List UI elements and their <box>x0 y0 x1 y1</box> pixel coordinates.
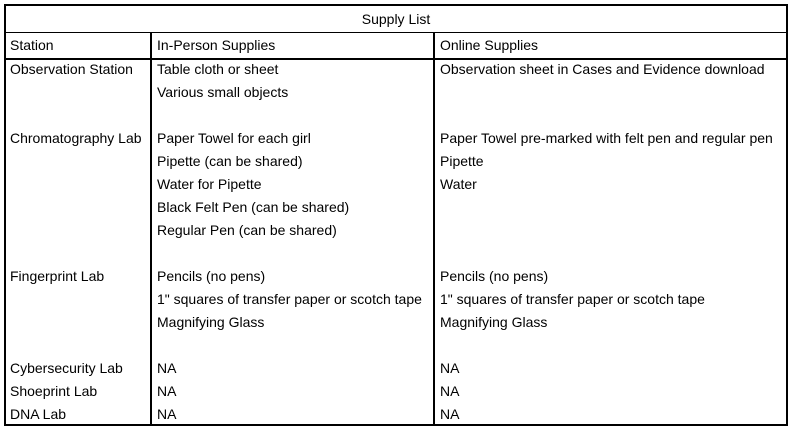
station-name: Chromatography Lab <box>10 130 142 146</box>
table-title: Supply List <box>6 6 786 33</box>
online-supplies <box>440 380 459 403</box>
in-person-supplies <box>157 127 349 242</box>
supply-item: Paper Towel pre-marked with felt pen and regular pen <box>440 130 773 146</box>
supply-item: 1" squares of transfer paper or scotch tape <box>440 291 705 307</box>
station-name: Shoeprint Lab <box>10 383 98 399</box>
header-in-person-supplies: In-Person Supplies <box>157 37 276 53</box>
supply-item: NA <box>157 360 177 376</box>
station-name: Cybersecurity Lab <box>10 360 123 376</box>
supply-item: NA <box>157 406 177 422</box>
online-supplies <box>440 403 459 426</box>
supply-item: Water for Pipette <box>157 176 262 192</box>
supply-item: Table cloth or sheet <box>157 61 279 77</box>
supply-item: NA <box>440 360 460 376</box>
supply-item: Black Felt Pen (can be shared) <box>157 199 350 215</box>
online-supplies <box>440 265 705 334</box>
station-name: Fingerprint Lab <box>10 268 105 284</box>
online-supplies <box>440 58 765 81</box>
supply-item: NA <box>440 383 460 399</box>
supply-item: 1" squares of transfer paper or scotch tape <box>157 291 422 307</box>
supply-item: Various small objects <box>157 84 289 100</box>
column-divider <box>433 33 435 424</box>
online-supplies <box>440 127 773 196</box>
header-station: Station <box>10 37 54 53</box>
column-divider <box>150 33 152 424</box>
table-header-row <box>6 33 786 60</box>
supply-item: Magnifying Glass <box>440 314 548 330</box>
in-person-supplies <box>157 380 176 403</box>
supply-item: Magnifying Glass <box>157 314 265 330</box>
in-person-supplies <box>157 265 422 334</box>
supply-item: Paper Towel for each girl <box>157 130 311 146</box>
supply-item: Water <box>440 176 477 192</box>
supply-item: Pipette <box>440 153 484 169</box>
in-person-supplies <box>157 403 176 426</box>
supply-item: Pipette (can be shared) <box>157 153 303 169</box>
station-name: Observation Station <box>10 61 133 77</box>
supply-item: NA <box>440 406 460 422</box>
in-person-supplies <box>157 357 176 380</box>
supply-list-table <box>4 4 788 426</box>
supply-item: Observation sheet in Cases and Evidence download <box>440 61 765 77</box>
station-name: DNA Lab <box>10 406 67 422</box>
supply-item: NA <box>157 383 177 399</box>
supply-item: Pencils (no pens) <box>157 268 266 284</box>
supply-item: Regular Pen (can be shared) <box>157 222 337 238</box>
online-supplies <box>440 357 459 380</box>
in-person-supplies <box>157 58 288 104</box>
header-online-supplies: Online Supplies <box>440 37 539 53</box>
supply-item: Pencils (no pens) <box>440 268 549 284</box>
